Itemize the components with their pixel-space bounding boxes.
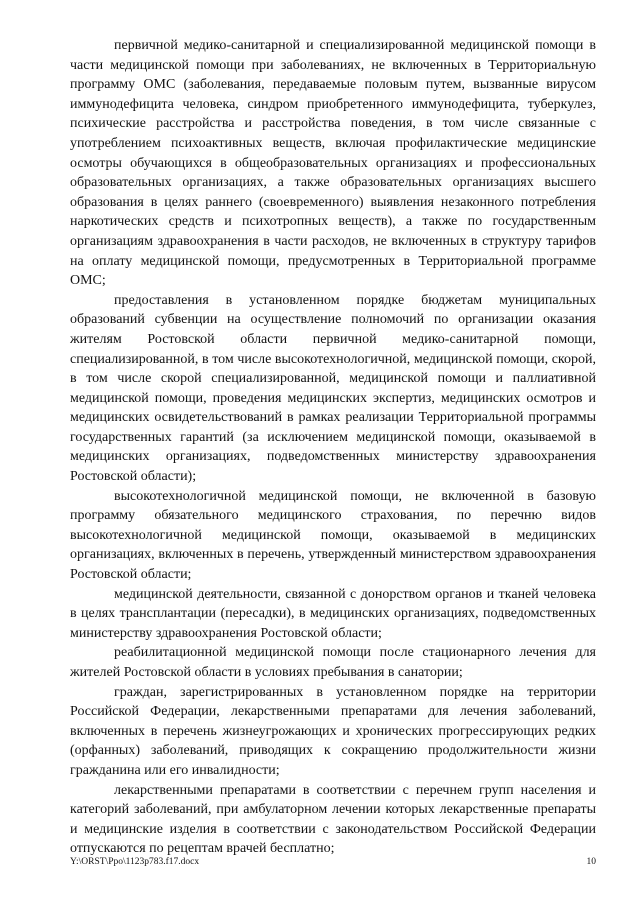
paragraph: предоставления в установленном порядке бюджетам муниципальных образований субвенции на осуществление полномочий по организации оказания жителям Ростовской области первичной медико-санитарной помощи, специализированной, в том числе высокотехнологичной, медицинской помощи, скорой, в том числе скорой специализированной, медицинской помощи и паллиативной медицинской помощи, проведения медицинских экспертиз, медицинских осмотров и медицинских освидетельствований в рамках реализации Территориальной программы государственных гарантий (за исключением медицинской помощи, оказываемой в медицинских организациях, подведомственных министерству здравоохранения Ростовской области);: [70, 292, 596, 485]
paragraph: реабилитационной медицинской помощи после стационарного лечения для жителей Ростовской области в условиях пребывания в санатории;: [70, 645, 596, 680]
paragraph: высокотехнологичной медицинской помощи, не включенной в базовую программу обязательного медицинского страхования, по перечню видов высокотехнологичной медицинской помощи, оказываемой в медицинских организациях, включенных в перечень, утвержденный министерством здравоохранения Ростовской области;: [70, 488, 596, 583]
page-footer: [70, 856, 596, 868]
paragraph: медицинской деятельности, связанной с донорством органов и тканей человека в целях трансплантации (пересадки), в медицинских организациях, подведомственных министерству здравоохранения Ростовской области;: [70, 586, 596, 641]
file-path: Y:\ORST\Ppo\1123p783.f17.docx: [70, 857, 200, 867]
paragraph: лекарственными препаратами в соответствии с перечнем групп населения и категорий заболеваний, при амбулаторном лечении которых лекарственные препараты и медицинские изделия в соответствии с законодательством Российской Федерации отпускаются по рецептам врачей бесплатно;: [70, 782, 596, 857]
page-number: 10: [586, 857, 596, 867]
document-body: [70, 36, 596, 859]
paragraph: граждан, зарегистрированных в установленном порядке на территории Российской Федерации, лекарственными препаратами для лечения заболеваний, включенных в перечень жизнеугрожающих и хронических прогрессирующих редких (орфанных) заболеваний, приводящих к сокращению продолжительности жизни гражданина или его инвалидности;: [70, 684, 596, 778]
paragraph: первичной медико-санитарной и специализированной медицинской помощи в части медицинской помощи при заболеваниях, не включенных в Территориальную программу ОМС (заболевания, передаваемые половым путем, вызванные вирусом иммунодефицита человека, синдром приобретенного иммунодефицита, туберкулез, психические расстройства и расстройства поведения, в том числе связанные с употреблением психоактивных веществ, включая профилактические медицинские осмотры обучающихся в общеобразовательных организациях и профессиональных образовательных организациях, а также образовательных организациях высшего образования в целях раннего (своевременного) выявления незаконного потребления наркотических средств и психотропных веществ), а также по государственным организациям здравоохранения в части расходов, не включенных в структуру тарифов на оплату медицинской помощи, предусмотренных в Территориальной программе ОМС;: [70, 38, 596, 289]
